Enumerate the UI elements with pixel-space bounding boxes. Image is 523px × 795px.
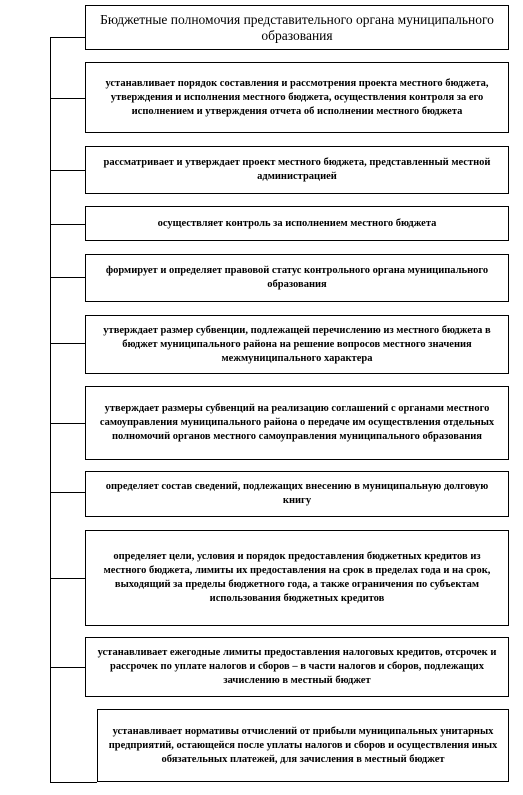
connector-item-5: [50, 343, 85, 344]
diagram-title-box: [85, 5, 509, 50]
connector-item-7: [50, 492, 85, 493]
powers-item-4-text: формирует и определяет правовой статус контрольного органа муниципального образования: [105, 265, 489, 290]
powers-item-6-text: утверждает размеры субвенций на реализацию соглашений с органами местного самоуправления муниципального района о передаче им осуществления отдельных полномочий органов местного самоуправления муниципального образования: [99, 403, 495, 442]
powers-item-3: [85, 206, 509, 241]
connector-title: [50, 37, 85, 38]
powers-item-3-text: осуществляет контроль за исполнением местного бюджета: [157, 217, 437, 229]
connector-item-9: [50, 667, 85, 668]
diagram-title: Бюджетные полномочия представительного органа муниципального образования: [100, 11, 494, 43]
powers-item-9-text: устанавливает ежегодные лимиты предоставления налоговых кредитов, отсрочек и рассрочек по уплате налогов и сборов – в части налогов и сборов, подлежащих зачислению в местный бюджет: [97, 647, 497, 686]
powers-item-1-text: устанавливает порядок составления и рассмотрения проекта местного бюджета, утверждения и исполнения местного бюджета, осуществления контроля за его исполнением и утверждения отчета об исполнении местного бюджета: [105, 77, 489, 117]
connector-item-6: [50, 423, 85, 424]
powers-item-10: [97, 709, 509, 782]
connector-item-4: [50, 277, 85, 278]
powers-item-9: [85, 637, 509, 697]
connector-item-8: [50, 578, 85, 579]
left-connector-line: [50, 37, 51, 782]
powers-item-5: [85, 315, 509, 374]
powers-item-7: [85, 471, 509, 517]
powers-item-7-text: определяет состав сведений, подлежащих внесению в муниципальную долговую книгу: [105, 481, 489, 506]
powers-item-1: [85, 62, 509, 133]
connector-item-10: [50, 782, 97, 783]
powers-item-8-text: определяет цели, условия и порядок предоставления бюджетных кредитов из местного бюджета, лимиты их предоставления на срок в пределах года и на срок, выходящий за пределы бюджетного года, а также ограничения по субъектам использования бюджетных кредитов: [103, 551, 491, 604]
powers-item-6: [85, 386, 509, 460]
powers-item-2-text: рассматривает и утверждает проект местного бюджета, представленный местной администрацией: [103, 157, 491, 182]
powers-item-8: [85, 530, 509, 626]
powers-item-10-text: устанавливает нормативы отчислений от прибыли муниципальных унитарных предприятий, остающейся после уплаты налогов и сборов и осуществления иных обязательных платежей, для зачисления в местный бюджет: [108, 725, 498, 765]
powers-item-5-text: утверждает размер субвенции, подлежащей перечислению из местного бюджета в бюджет муниципального района на решение вопросов местного значения межмуниципального характера: [103, 324, 491, 364]
powers-item-4: [85, 254, 509, 302]
powers-item-2: [85, 146, 509, 194]
connector-item-1: [50, 98, 85, 99]
connector-item-2: [50, 170, 85, 171]
connector-item-3: [50, 224, 85, 225]
